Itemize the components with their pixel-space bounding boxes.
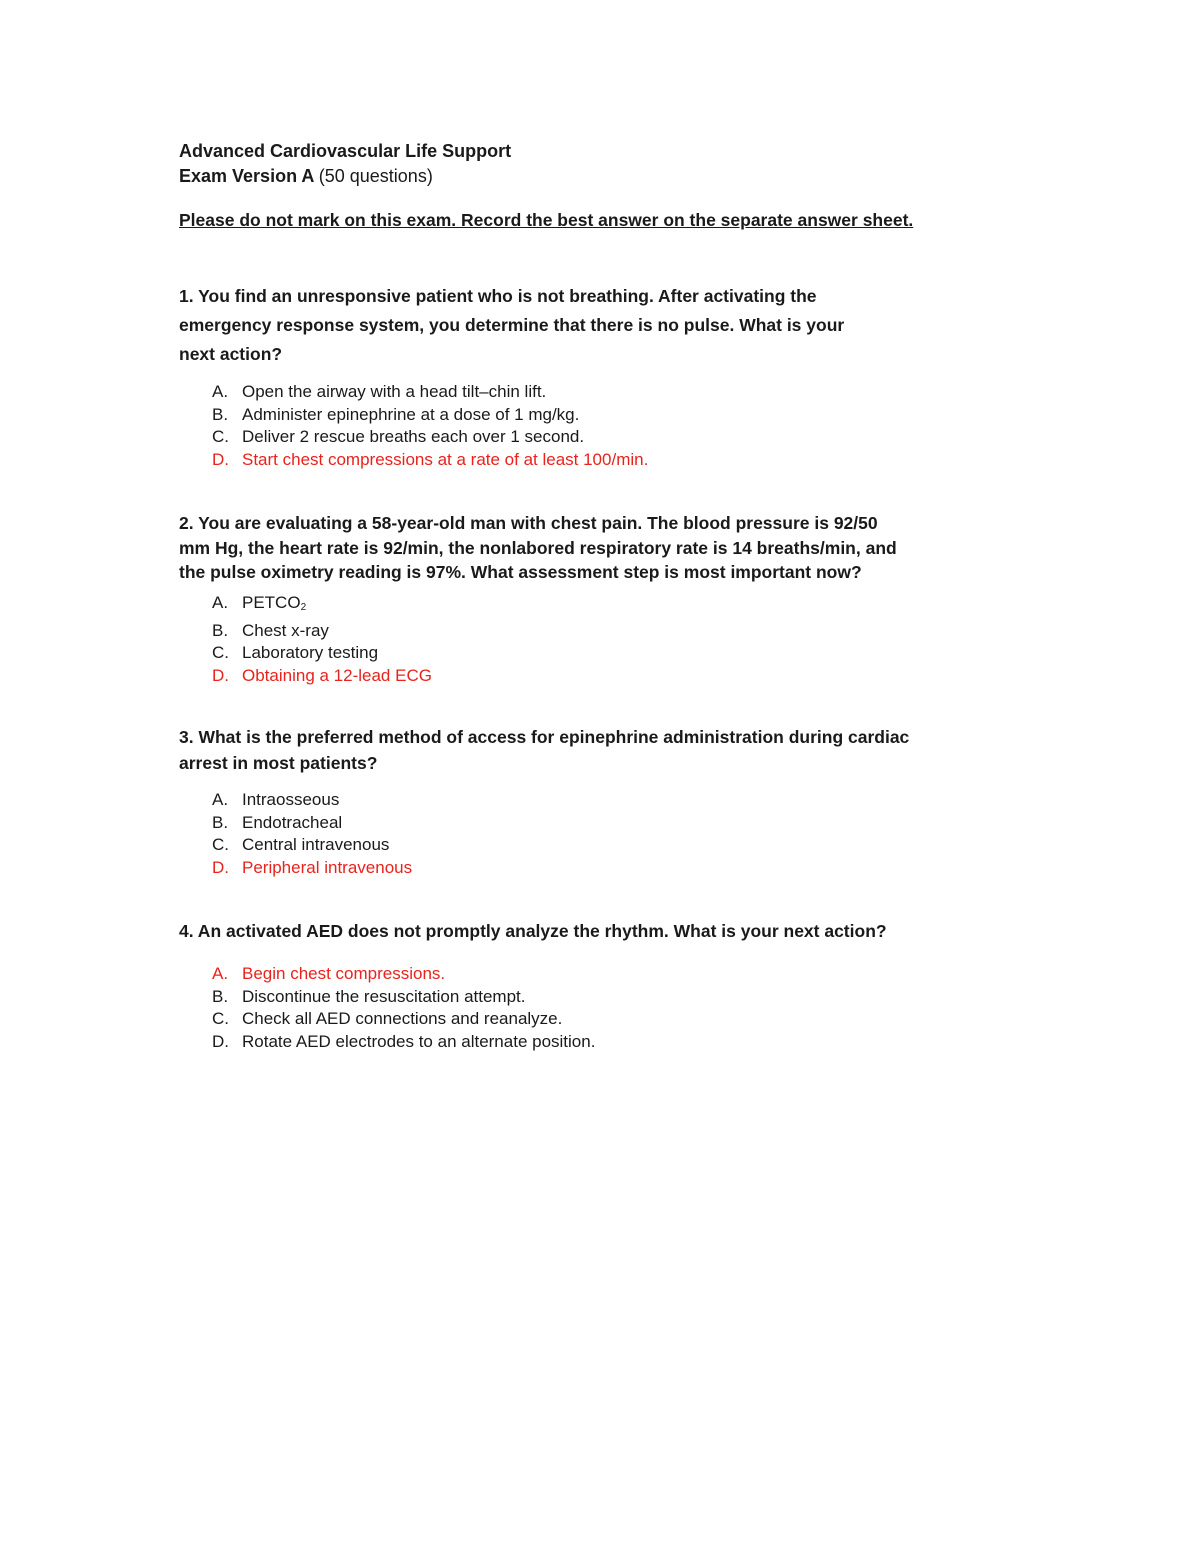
option-text: Administer epinephrine at a dose of 1 mg/kg. — [242, 404, 580, 424]
option-c — [212, 642, 432, 665]
option-letter: D. — [212, 665, 229, 685]
question-line: next action? — [179, 344, 283, 364]
option-letter: D. — [212, 449, 229, 469]
option-letter: C. — [212, 835, 229, 854]
question-3 — [179, 724, 1009, 776]
question-line: mm Hg, the heart rate is 92/min, the nonlabored respiratory rate is 14 breaths/min, and — [179, 537, 897, 558]
option-text: Rotate AED electrodes to an alternate position. — [242, 1031, 596, 1051]
option-letter: D. — [212, 1031, 229, 1051]
option-letter: B. — [212, 404, 229, 424]
option-c — [212, 834, 412, 857]
exam-title-text: Advanced Cardiovascular Life Support — [179, 141, 512, 161]
option-b — [212, 812, 412, 835]
option-text: Intraosseous — [242, 790, 340, 809]
question-4-options — [212, 963, 595, 1053]
option-text: Laboratory testing — [242, 643, 379, 662]
option-text: Begin chest compressions. — [242, 964, 446, 983]
option-c — [212, 1008, 595, 1031]
option-d — [212, 1031, 595, 1054]
exam-instruction: Please do not mark on this exam. Record the best answer on the separate answer sheet. — [179, 210, 914, 230]
option-c — [212, 426, 648, 449]
option-b — [212, 620, 432, 643]
question-line: arrest in most patients? — [179, 753, 378, 773]
option-text: Start chest compressions at a rate of at least 100/min. — [242, 449, 649, 469]
question-line: 1. You find an unresponsive patient who is not breathing. After activating the — [179, 286, 817, 306]
option-text: Discontinue the resuscitation attempt. — [242, 986, 526, 1006]
question-1 — [179, 282, 1009, 369]
option-a — [212, 789, 412, 812]
question-3-options — [212, 789, 412, 879]
question-line: the pulse oximetry reading is 97%. What assessment step is most important now? — [179, 562, 862, 582]
question-4 — [179, 919, 1009, 943]
option-letter: C. — [212, 643, 229, 662]
option-d-correct — [212, 665, 432, 688]
option-text: Obtaining a 12-lead ECG — [242, 665, 432, 685]
question-line: 2. You are evaluating a 58-year-old man with chest pain. The blood pressure is 92/50 — [179, 513, 878, 533]
option-letter: C. — [212, 427, 229, 446]
option-letter: A. — [212, 382, 229, 401]
option-text: Check all AED connections and reanalyze. — [242, 1009, 563, 1028]
exam-title — [179, 140, 511, 162]
option-subscript: 2 — [300, 602, 307, 613]
option-a — [212, 381, 648, 404]
question-line: 4. An activated AED does not promptly analyze the rhythm. What is your next action? — [179, 921, 887, 941]
option-letter: B. — [212, 812, 229, 832]
exam-version-bold: Exam Version A — [179, 166, 314, 186]
option-letter: A. — [212, 593, 229, 612]
option-text: Open the airway with a head tilt–chin lift. — [242, 382, 547, 401]
question-1-options — [212, 381, 648, 471]
question-line: 3. What is the preferred method of access for epinephrine administration during cardiac — [179, 727, 910, 747]
option-b — [212, 404, 648, 427]
option-text: PETCO — [242, 593, 301, 612]
option-letter: A. — [212, 790, 229, 809]
exam-version-count: (50 questions) — [318, 166, 433, 186]
option-b — [212, 986, 595, 1009]
option-text: Central intravenous — [242, 835, 390, 854]
option-letter: C. — [212, 1009, 229, 1028]
exam-version — [179, 165, 433, 187]
option-text: Deliver 2 rescue breaths each over 1 second. — [242, 427, 585, 446]
option-letter: D. — [212, 857, 229, 877]
option-a — [212, 592, 432, 620]
option-text: Endotracheal — [242, 812, 343, 832]
question-2-options — [212, 592, 432, 687]
option-letter: B. — [212, 620, 229, 640]
option-d-correct — [212, 857, 412, 880]
option-d-correct — [212, 449, 648, 472]
option-a-correct — [212, 963, 595, 986]
question-line: emergency response system, you determine that there is no pulse. What is your — [179, 315, 845, 335]
option-text: Chest x-ray — [242, 620, 329, 640]
question-2 — [179, 511, 1009, 585]
option-text: Peripheral intravenous — [242, 857, 413, 877]
option-letter: B. — [212, 986, 229, 1006]
option-letter: A. — [212, 964, 229, 983]
